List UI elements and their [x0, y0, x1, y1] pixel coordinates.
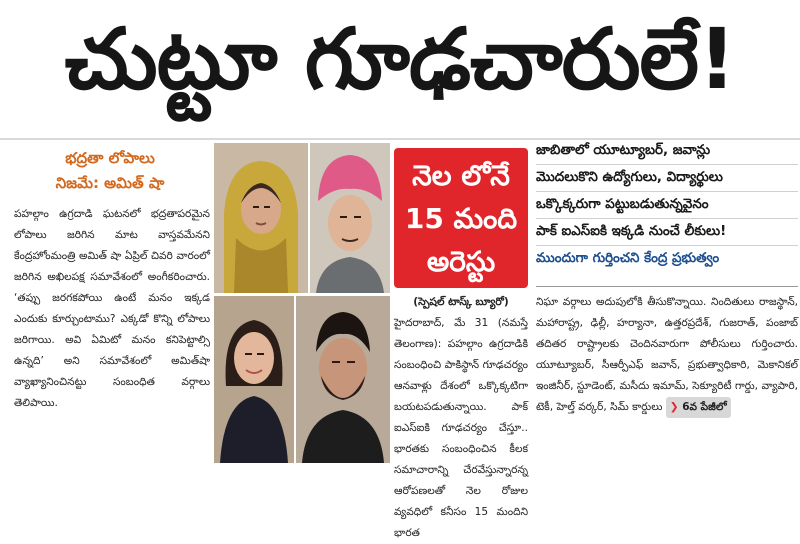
continued-page-label: 6వ పేజీలో: [682, 401, 727, 413]
left-subhead-line2: నిజమే: అమిత్ షా: [55, 174, 165, 192]
bullet-item: ముందుగా గుర్తించని కేంద్ర ప్రభుత్వం: [536, 251, 720, 266]
bullet-item: జాబితాలో యూట్యూబర్, జవాన్లు: [536, 138, 798, 165]
bullets-divider: [536, 286, 798, 287]
middle-column-paragraph: హైదరాబాద్, మే 31 (నమస్తే తెలంగాణ): పహల్గాం ఉగ్రదాడికి సంబంధించి పాకిస్థాన్ గూఢచర్యం ఆనవాళ్లు దేశంలో ఒక్కొక్కటిగా బయటపడుతున్నాయి. పాక్ ఐఎస్ఐకి గూఢచర్యం చేస్తూ.. భారతకు సంబంధించిన కీలక సమాచారాన్ని చేరవేస్తున్నారన్న ఆరోపణలతో నెల రోజుల వ్యవధిలో కనీసం 15 మందిని భారత: [394, 317, 528, 539]
photo-bearded-man-suspect: [296, 296, 390, 463]
left-column-article: [14, 204, 210, 414]
left-subhead: [10, 146, 210, 196]
headline: [0, 0, 800, 138]
byline: (స్పెషల్ టాస్క్ బ్యూరో): [413, 296, 509, 308]
right-column-paragraph: [536, 292, 798, 418]
bullet-item: ఒక్కొక్కరుగా పట్టుబడుతున్నవైనం: [536, 192, 798, 219]
arrest-count-box: [394, 148, 528, 288]
headline-text: చుట్టూ గూఢచారులే!: [64, 9, 736, 108]
middle-column-article: [394, 292, 528, 544]
arrow-right-icon: ❯: [669, 401, 679, 413]
arrest-box-line2: 15 మంది: [404, 201, 518, 235]
bullet-item: మొదలుకొని ఉద్యోగులు, విద్యార్థులు: [536, 165, 798, 192]
photo-woman-suspect: [214, 143, 308, 293]
right-column-text: నిఘా వర్గాలు అదుపులోకి తీసుకొన్నాయి. నిందితులు రాజస్థాన్, మహారాష్ట్ర, ఢిల్లీ, హర్యానా, ఉత్తరప్రదేశ్, గుజరాత్, పంజాబ్ తదితర రాష్ట్రాలకు చెందినవారుగా పోలీసులు గుర్తించారు. యూట్యూబర్, సీఆర్పీఎఫ్ జవాన్, ప్రభుత్వాధికారి, మెకానికల్ ఇంజినీర్, స్టూడెంట్, మసీదు ఇమామ్, సెక్యూరిటీ గార్డు, వ్యాపారి, టెకీ, హెల్త్ వర్కర్, సిమ్ కార్డులు: [536, 296, 798, 413]
arrest-box-line3: అరెస్టు: [426, 244, 496, 278]
bullet-item: పాక్ ఐఎస్ఐకి ఇక్కడి నుంచే లీకులు!: [536, 219, 798, 246]
highlight-bullets: [536, 138, 798, 272]
continued-page-link[interactable]: [666, 397, 731, 418]
photo-woman-suspect-2: [214, 296, 294, 463]
right-column-article: [536, 292, 798, 418]
left-column-paragraph: పహల్గాం ఉగ్రదాడి ఘటనలో భద్రతాపరమైన లోపాలు జరిగిన మాట వాస్తవమేనని కేంద్రహోంమంత్రి అమిత్ షా ఏప్రిల్ చివరి వారంలో జరిగిన అఖిలపక్ష సమావేశంలో అంగీకరించారు. ‘తప్పు జరగకపోయి ఉంటే మనం ఇక్కడ ఎందుకు కూర్చుంటాము? ఎక్కడో కొన్ని లోపాలు జరిగాయి. అవి ఏమిటో మనం కనిపెట్టాల్సి ఉన్నది’ అని సమావేశంలో అమిత్‌షా వ్యాఖ్యానించినట్టు సంబంధిత వర్గాలు తెలిపాయి.: [14, 208, 210, 409]
photo-turbaned-man-suspect: [310, 143, 390, 293]
left-subhead-line1: భద్రతా లోపాలు: [65, 149, 155, 167]
arrest-box-line1: నెల లోనే: [412, 158, 510, 192]
